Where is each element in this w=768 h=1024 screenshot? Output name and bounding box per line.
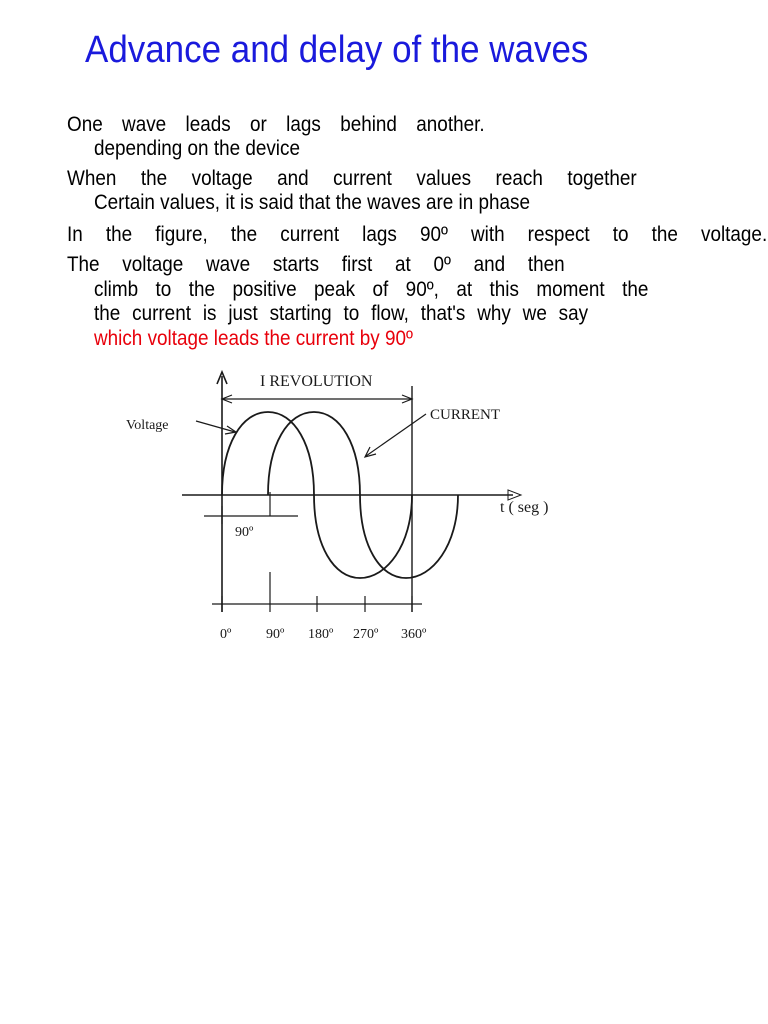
paragraph-2-line-1: When the voltage and current values reach together (67, 167, 637, 190)
paragraph-4-line-4-highlight: which voltage leads the current by 90º (94, 327, 413, 350)
voltage-pointer (196, 421, 235, 432)
time-axis-label: t ( seg ) (500, 499, 549, 516)
paragraph-4-line-2: climb to the positive peak of 90º, at this moment the (94, 278, 649, 301)
revolution-label: I REVOLUTION (260, 373, 373, 390)
phase-shift-diagram (120, 364, 560, 654)
phase-shift-label: 90º (235, 525, 254, 540)
angle-label-90: 90º (266, 627, 285, 642)
angle-label-270: 270º (353, 627, 379, 642)
paragraph-4-line-3: the current is just starting to flow, that's why we say (94, 302, 589, 325)
current-pointer (366, 414, 426, 456)
paragraph-4-line-1: The voltage wave starts first at 0º and then (67, 253, 565, 276)
paragraph-1-line-1: One wave leads or lags behind another. (67, 113, 485, 136)
angle-label-0: 0º (220, 627, 232, 642)
current-label: CURRENT (430, 407, 501, 423)
angle-label-360: 360º (401, 627, 427, 642)
voltage-label: Voltage (126, 418, 169, 433)
paragraph-1-line-2: depending on the device (94, 137, 300, 160)
page-title: Advance and delay of the waves (85, 29, 589, 71)
paragraph-2-line-2: Certain values, it is said that the waves are in phase (94, 191, 530, 214)
paragraph-3-line-1: In the figure, the current lags 90º with respect to the voltage. (67, 223, 768, 246)
angle-label-180: 180º (308, 627, 334, 642)
